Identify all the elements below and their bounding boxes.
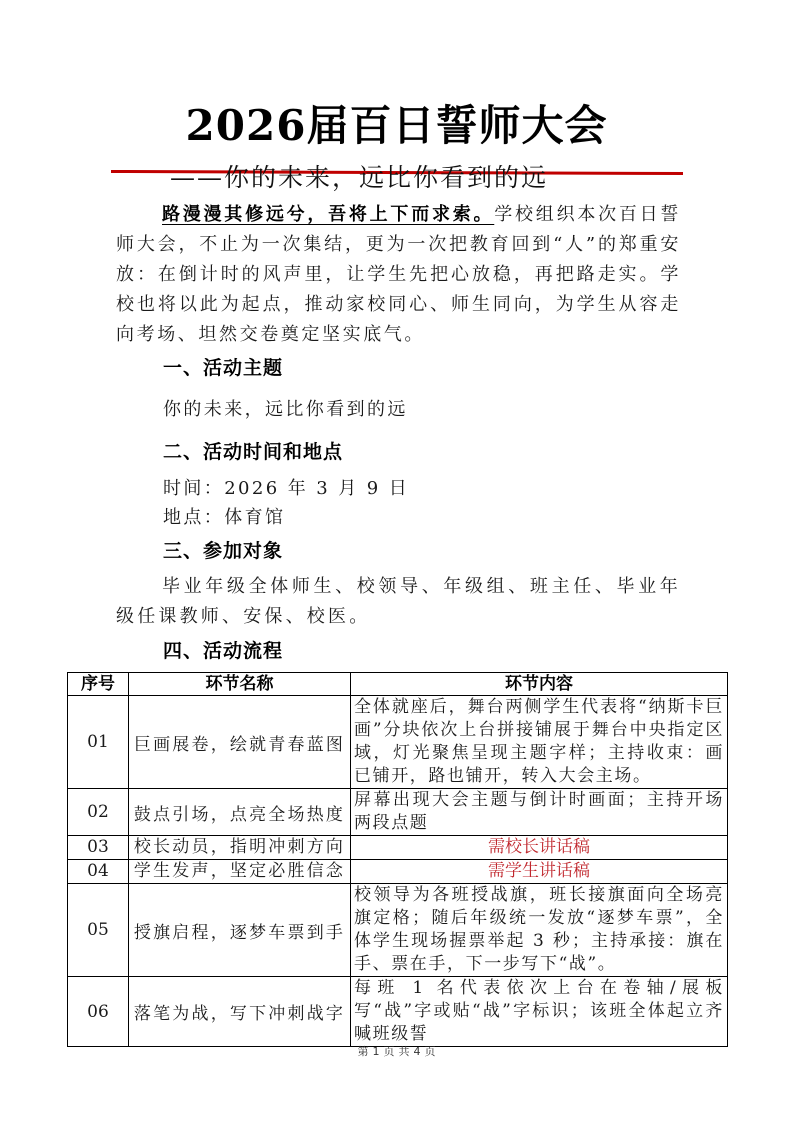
footer-prefix: 第 — [357, 1045, 369, 1058]
intro-motto: 路漫漫其修远兮，吾将上下而求索。 — [162, 204, 495, 225]
row-number: 05 — [68, 884, 129, 977]
row-content: 屏幕出现大会主题与倒计时画面；主持开场两段点题 — [351, 789, 728, 836]
participants-text: 毕业年级全体师生、校领导、年级组、班主任、毕业年级任课教师、安保、校医。 — [116, 576, 681, 627]
page-footer — [0, 1043, 793, 1059]
row-content-placeholder: 需校长讲话稿 — [351, 836, 728, 860]
section-heading-time-place: 二、活动时间和地点 — [163, 441, 344, 463]
table-row — [68, 860, 728, 884]
activity-flow-table — [67, 672, 728, 1047]
table-row — [68, 884, 728, 977]
footer-suffix: 页 — [424, 1045, 436, 1058]
section-heading-theme: 一、活动主题 — [163, 357, 284, 379]
row-name: 巨画展卷，绘就青春蓝图 — [129, 696, 351, 789]
header-segment-content: 环节内容 — [351, 673, 728, 696]
section-heading-participants: 三、参加对象 — [163, 540, 284, 562]
row-number: 02 — [68, 789, 129, 836]
row-content: 校领导为各班授战旗，班长接旗面向全场亮旗定格；随后年级统一发放“逐梦车票”，全体学生现场握票举起 3 秒；主持承接：旗在手、票在手，下一步写下“战”。 — [351, 884, 728, 977]
footer-total-pages: 4 — [413, 1045, 421, 1058]
row-name: 授旗启程，逐梦车票到手 — [129, 884, 351, 977]
table-row — [68, 836, 728, 860]
row-name: 校长动员，指明冲刺方向 — [129, 836, 351, 860]
document-subtitle: ——你的未来，远比你看到的远 — [170, 163, 549, 192]
document-title: 2026届百日誓师大会 — [185, 101, 608, 150]
section-heading-flow: 四、活动流程 — [163, 640, 284, 662]
footer-total-prefix: 共 — [398, 1045, 410, 1058]
footer-current-page: 1 — [372, 1045, 380, 1058]
table-row — [68, 789, 728, 836]
row-content: 全体就座后，舞台两侧学生代表将“纳斯卡巨画”分块依次上台拼接铺展于舞台中央指定区域，灯光聚焦呈现主题字样；主持收束：画已铺开，路也铺开，转入大会主场。 — [351, 696, 728, 789]
intro-paragraph — [116, 200, 681, 350]
row-name: 学生发声，坚定必胜信念 — [129, 860, 351, 884]
row-content: 每班 1 名代表依次上台在卷轴/展板写“战”字或贴“战”字标识；该班全体起立齐喊班级誓 — [351, 977, 728, 1047]
row-number: 03 — [68, 836, 129, 860]
header-segment-name: 环节名称 — [129, 673, 351, 696]
row-name: 落笔为战，写下冲刺战字 — [129, 977, 351, 1047]
header-number: 序号 — [68, 673, 129, 696]
row-number: 01 — [68, 696, 129, 789]
row-content-placeholder: 需学生讲话稿 — [351, 860, 728, 884]
row-number: 06 — [68, 977, 129, 1047]
theme-text: 你的未来，远比你看到的远 — [163, 399, 408, 420]
intro-text: 学校组织本次百日誓师大会，不止为一次集结，更为一次把教育回到“人”的郑重安放：在倒计时的风声里，让学生先把心放稳，再把路走实。学校也将以此为起点，推动家校同心、师生同向，为学生从容走向考场、坦然交卷奠定坚实底气。 — [116, 204, 681, 345]
row-name: 鼓点引场，点亮全场热度 — [129, 789, 351, 836]
event-time: 时间：2026 年 3 月 9 日 — [163, 478, 410, 499]
footer-page-word: 页 — [383, 1045, 395, 1058]
event-place: 地点：体育馆 — [163, 507, 286, 528]
row-number: 04 — [68, 860, 129, 884]
table-row — [68, 977, 728, 1047]
table-header-row — [68, 673, 728, 696]
table-row — [68, 696, 728, 789]
